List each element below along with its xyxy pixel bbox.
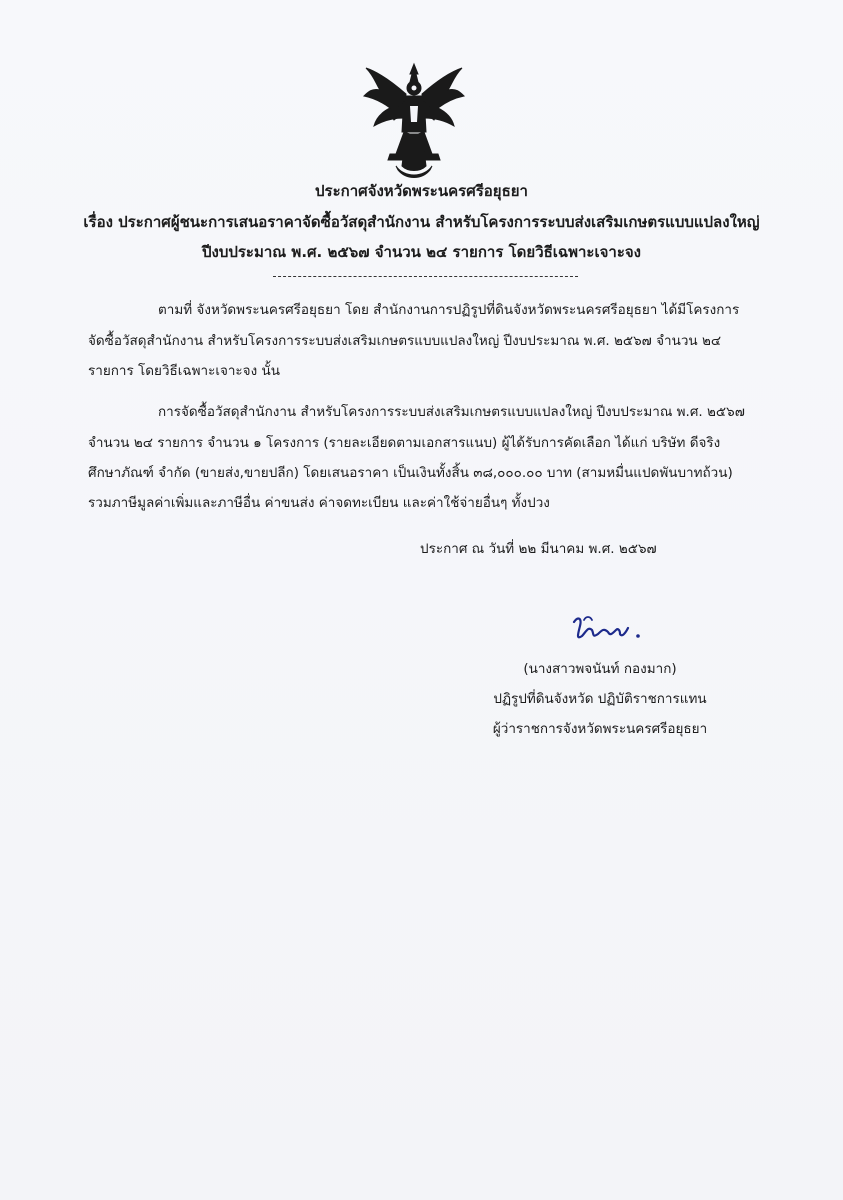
announcement-date: ประกาศ ณ วันที่ ๒๒ มีนาคม พ.ศ. ๒๕๖๗ [420,541,657,557]
document-title: ประกาศจังหวัดพระนครศรีอยุธยา [315,182,528,200]
paragraph-1-line-1: ตามที่ จังหวัดพระนครศรีอยุธยา โดย สำนักงานการปฏิรูปที่ดินจังหวัดพระนครศรีอยุธยา ได้มีโครงการ [158,302,740,318]
signature-block [470,660,730,738]
paragraph-2-line-2: จำนวน ๒๔ รายการ จำนวน ๑ โครงการ (รายละเอียดตามเอกสารแนบ) ผู้ได้รับการคัดเลือก ได้แก่ บริษัท ดีจริง [88,435,721,451]
paragraph-2-line-3: ศึกษาภัณฑ์ จำกัด (ขายส่ง,ขายปลีก) โดยเสนอราคา เป็นเงินทั้งสิ้น ๓๘,๐๐๐.๐๐ บาท (สามหมื่นแปดพันบาทถ้วน) [88,465,733,481]
subject-line-2: ปีงบประมาณ พ.ศ. ๒๕๖๗ จำนวน ๒๔ รายการ โดยวิธีเฉพาะเจาะจง [201,243,641,261]
paragraph-1-line-2: จัดซื้อวัสดุสำนักงาน สำหรับโครงการระบบส่งเสริมเกษตรแบบแปลงใหญ่ ปีงบประมาณ พ.ศ. ๒๕๖๗ จำนวน ๒๔ [88,333,722,349]
paragraph-2-line-1: การจัดซื้อวัสดุสำนักงาน สำหรับโครงการระบบส่งเสริมเกษตรแบบแปลงใหญ่ ปีงบประมาณ พ.ศ. ๒๕๖๗ [158,404,745,420]
signatory-name: (นางสาวพจนันท์ กองมาก) [523,661,677,677]
signatory-position-1: ปฏิรูปที่ดินจังหวัด ปฏิบัติราชการแทน [493,691,707,707]
signatory-position-2: ผู้ว่าราชการจังหวัดพระนครศรีอยุธยา [492,721,708,737]
subject-line-1: เรื่อง ประกาศผู้ชนะการเสนอราคาจัดซื้อวัสดุสำนักงาน สำหรับโครงการระบบส่งเสริมเกษตรแบบแปลงใหญ่ [83,213,760,231]
divider [273,276,578,277]
paragraph-1-line-3: รายการ โดยวิธีเฉพาะเจาะจง นั้น [88,363,280,379]
garuda-emblem-icon [360,62,468,180]
handwritten-signature-icon [568,612,660,650]
paragraph-2-line-4: รวมภาษีมูลค่าเพิ่มและภาษีอื่น ค่าขนส่ง ค่าจดทะเบียน และค่าใช้จ่ายอื่นๆ ทั้งปวง [88,495,550,511]
